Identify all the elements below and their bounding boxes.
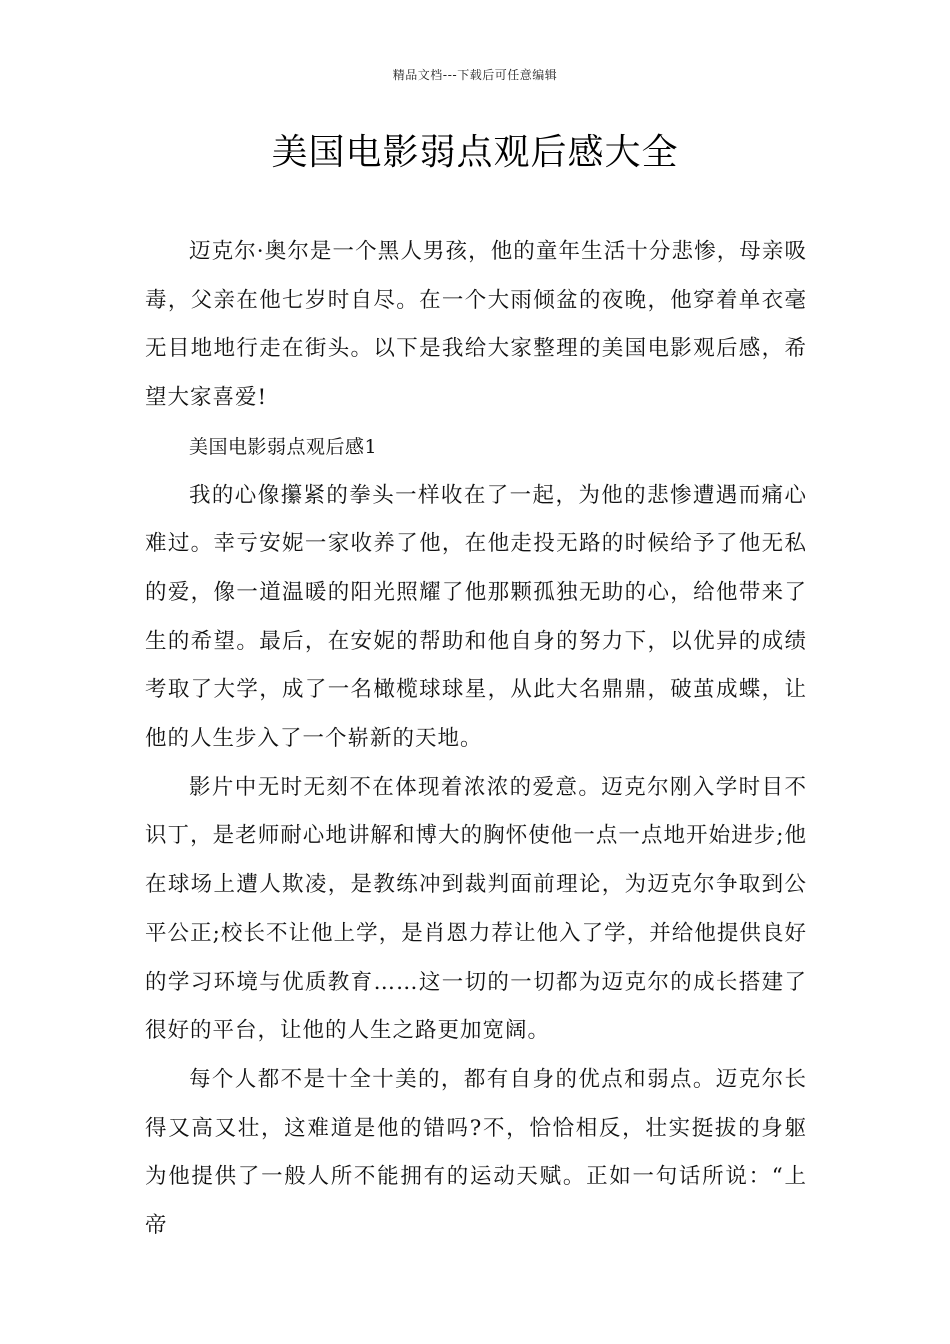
header-note: 精品文档---下载后可任意编辑 xyxy=(392,68,558,82)
section-heading: 美国电影弱点观后感1 xyxy=(189,435,378,458)
body-paragraph: 影片中无时无刻不在体现着浓浓的爱意。迈克尔刚入学时目不识丁，是老师耐心地讲解和博大的胸怀使他一点一点地开始进步;他在球场上遭人欺凌，是教练冲到裁判面前理论，为迈克尔争取到公平公正;校长不让他上学，是肖恩力荐让他入了学，并给他提供良好的学习环境与优质教育……这一切的一切都为迈克尔的成长搭建了很好的平台，让他的人生之路更加宽阔。 xyxy=(145,774,807,1044)
document-body xyxy=(145,228,807,1251)
page-title: 美国电影弱点观后感大全 xyxy=(271,132,679,173)
intro-paragraph: 迈克尔·奥尔是一个黑人男孩，他的童年生活十分悲惨，母亲吸毒，父亲在他七岁时自尽。在一个大雨倾盆的夜晚，他穿着单衣毫无目地地行走在街头。以下是我给大家整理的美国电影观后感，希望大家喜爱! xyxy=(145,239,807,411)
body-paragraph: 我的心像攥紧的拳头一样收在了一起，为他的悲惨遭遇而痛心难过。幸亏安妮一家收养了他，在他走投无路的时候给予了他无私的爱，像一道温暖的阳光照耀了他那颗孤独无助的心，给他带来了生的希望。最后，在安妮的帮助和他自身的努力下，以优异的成绩考取了大学，成了一名橄榄球球星，从此大名鼎鼎，破茧成蝶，让他的人生步入了一个崭新的天地。 xyxy=(145,482,807,752)
body-paragraph: 每个人都不是十全十美的，都有自身的优点和弱点。迈克尔长得又高又壮，这难道是他的错吗?不，恰恰相反，壮实挺拔的身躯为他提供了一般人所不能拥有的运动天赋。正如一句话所说：“上帝 xyxy=(145,1066,807,1239)
